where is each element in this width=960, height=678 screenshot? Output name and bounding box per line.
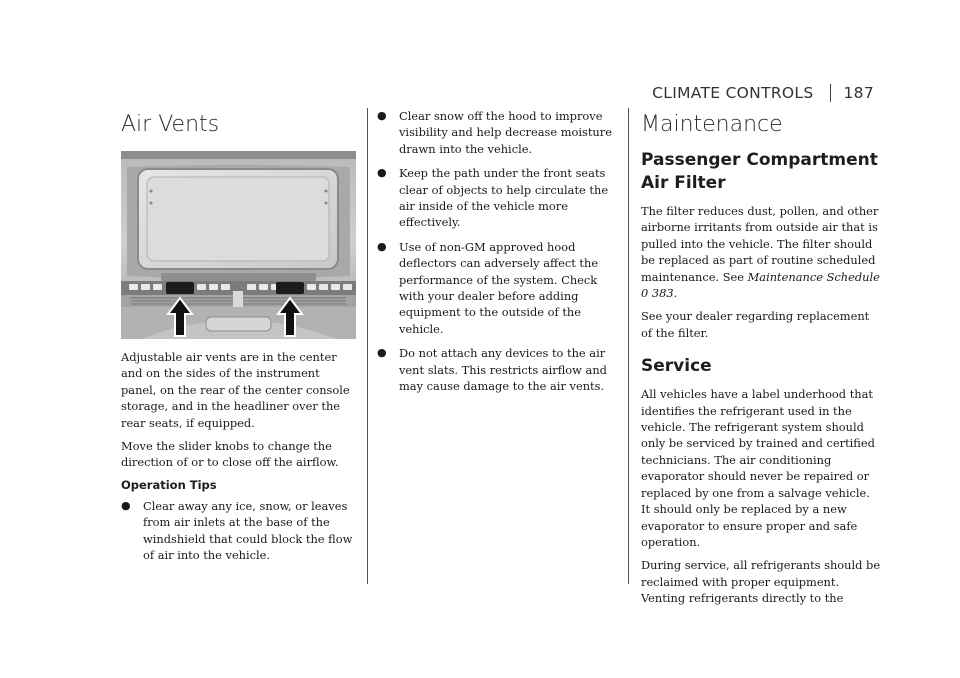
bullet-icon: ● [121,498,131,512]
list-item-text: Clear snow off the hood to improve visibility and help decrease moisture drawn into the vehicle. [399,109,612,156]
paragraph-refrigerant-recovery: During service, all refrigerants should be reclaimed with proper equipment. Venting refrigerants directly to the [641,558,881,606]
list-item [377,345,615,394]
column-operation-tips-continued [377,108,615,403]
bullet-list [377,108,615,395]
column-divider-1 [367,108,368,584]
filter-info-text: The filter reduces dust, pollen, and other airborne irritants from outside air that is pulled into the vehicle. The filter should be replaced as part of routine scheduled maintenance. See [641,204,879,284]
list-item-text: Use of non-GM approved hood deflectors can adversely affect the performance of the system. Check with your dealer before adding equipment to the outside of the vehicle. [399,239,599,336]
paragraph-service-info: All vehicles have a label underhood that identifies the refrigerant used in the vehicle. The refrigerant system should only be serviced by trained and certified technicians. The air conditioning evaporator should never be repaired or replaced by one from a salvage vehicle. It should only be replaced by a new evaporator to ensure proper and safe operation. [641,387,875,549]
page-header [652,84,874,102]
section-title: CLIMATE CONTROLS [652,84,814,102]
column-divider-2 [628,108,629,584]
air-vent-dashboard-illustration [121,151,356,339]
bullet-icon: ● [377,346,387,360]
list-item-text: Clear away any ice, snow, or leaves from air inlets at the base of the windshield that could block the flow of air into the vehicle. [143,498,353,563]
bullet-icon: ● [377,239,387,253]
list-item [121,498,357,564]
paragraph-slider-knobs: Move the slider knobs to change the direction of or to close off the airflow. [121,439,339,470]
column-maintenance [641,108,881,614]
subheading-operation-tips: Operation Tips [121,477,217,492]
paragraph-filter-info [641,203,881,301]
page-number: 187 [843,84,874,102]
list-item [377,239,615,337]
list-item [377,165,615,231]
heading-service: Service [641,356,712,377]
paragraph-filter-replacement: See your dealer regarding replacement of the filter. [641,309,870,340]
link-title: Maintenance Schedule [747,269,880,284]
bullet-icon: ● [377,166,387,180]
page-ref-icon: 0 [641,286,649,301]
link-page: 383 [651,286,674,301]
header-divider [830,84,831,102]
bullet-icon: ● [377,109,387,122]
heading-maintenance: Maintenance [641,112,783,137]
list-item-text: Do not attach any devices to the air vent slats. This restricts airflow and may cause damage to the air vents. [399,346,607,394]
list-item-text: Keep the path under the front seats clear of objects to help circulate the air inside of the vehicle more effectively. [399,166,609,230]
heading-air-vents: Air Vents [121,112,220,137]
bullet-list [121,498,357,564]
sentence-end: . [673,286,678,301]
column-air-vents [121,108,357,571]
heading-cabin-air-filter: Passenger Compartment Air Filter [641,150,878,193]
list-item [377,108,615,157]
paragraph-vents-location: Adjustable air vents are in the center and on the sides of the instrument panel, on the rear of the center console storage, and in the headliner over the rear seats, if equipped. [121,350,350,430]
